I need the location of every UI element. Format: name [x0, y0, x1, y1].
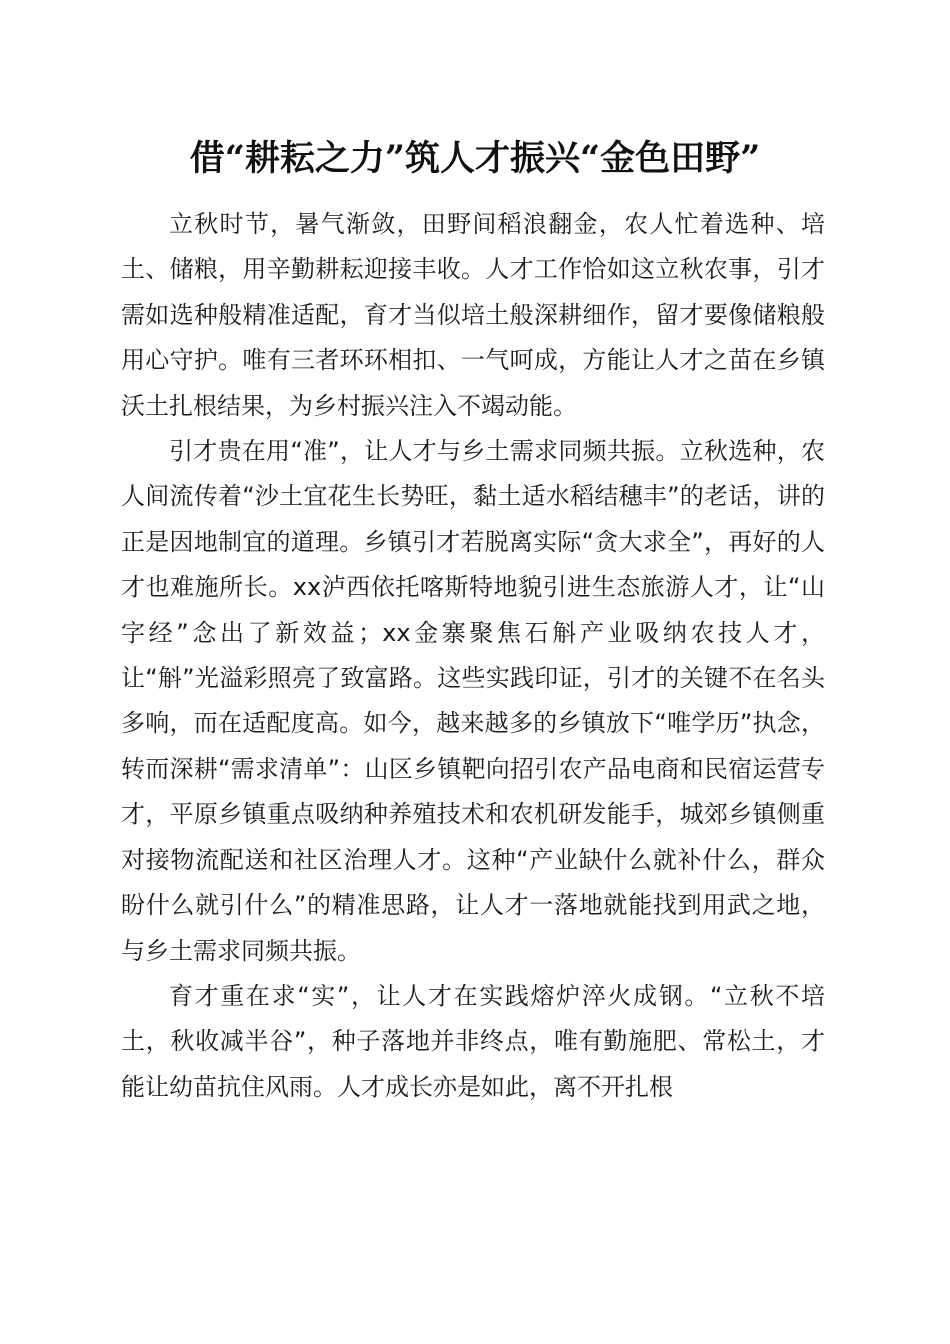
paragraph-cultivate: 育才重在求“实”，让人才在实践熔炉淬火成钢。“立秋不培土，秋收减半谷”，种子落地并非终点，唯有勤施肥、常松土，才能让幼苗抗住风雨。人才成长亦是如此，离不开扎根 [121, 981, 825, 1101]
document-body [121, 202, 825, 1110]
paragraph-intro: 立秋时节，暑气渐敛，田野间稻浪翻金，农人忙着选种、培土、储粮，用辛勤耕耘迎接丰收。人才工作恰如这立秋农事，引才需如选种般精准适配，育才当似培土般深耕细作，留才要像储粮般用心守护。唯有三者环环相扣、一气呵成，方能让人才之苗在乡镇沃土扎根结果，为乡村振兴注入不竭动能。 [121, 210, 825, 420]
paragraph-recruit: 引才贵在用“准”，让人才与乡土需求同频共振。立秋选种，农人间流传着“沙土宜花生长势旺，黏土适水稻结穗丰”的老话，讲的正是因地制宜的道理。乡镇引才若脱离实际“贪大求全”，再好的人才也难施所长。xx泸西依托喀斯特地貌引进生态旅游人才，让“山字经”念出了新效益；xx金寨聚焦石斛产业吸纳农技人才，让“斛”光溢彩照亮了致富路。这些实践印证，引才的关键不在名头多响，而在适配度高。如今，越来越多的乡镇放下“唯学历”执念，转而深耕“需求清单”：山区乡镇靶向招引农产品电商和民宿运营专才，平原乡镇重点吸纳种养殖技术和农机研发能手，城郊乡镇侧重对接物流配送和社区治理人才。这种“产业缺什么就补什么，群众盼什么就引什么”的精准思路，让人才一落地就能找到用武之地，与乡土需求同频共振。 [121, 437, 825, 965]
document-title: 借“耕耘之力”筑人才振兴“金色田野” [189, 138, 761, 179]
